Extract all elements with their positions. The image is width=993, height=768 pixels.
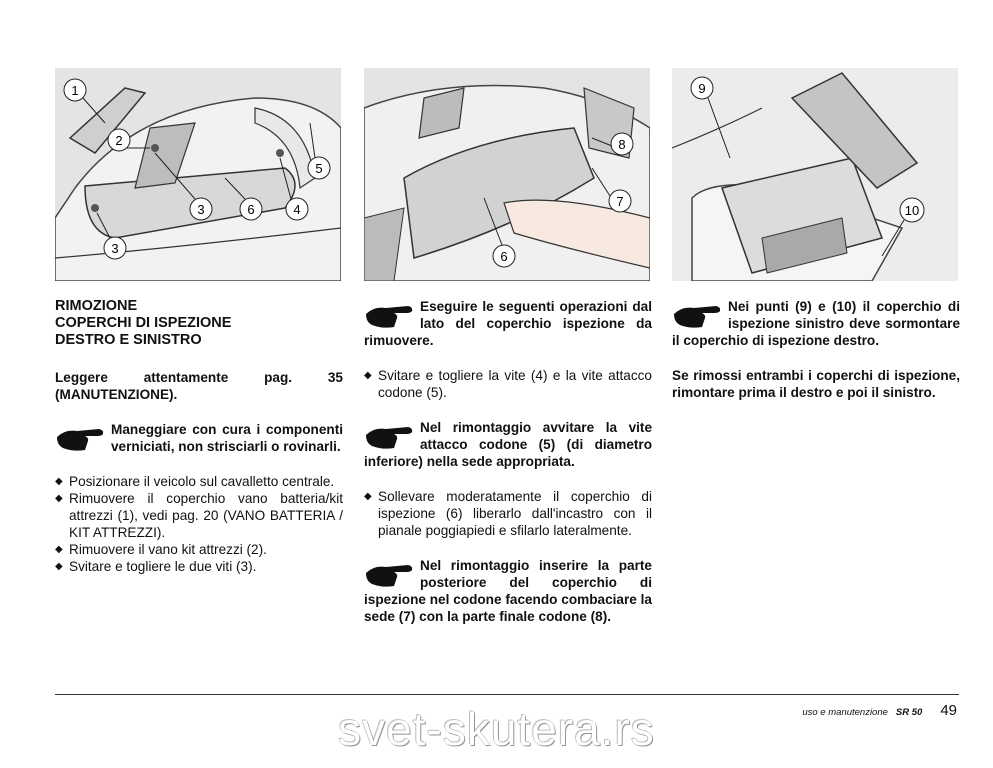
caution-text: Eseguire le seguenti operazioni dal lato del coperchio ispezione da rimuovere. (364, 299, 652, 348)
callout-1: 1 (71, 83, 79, 98)
pointing-hand-icon (364, 421, 414, 451)
caution-note (55, 421, 343, 455)
list-item: ◆ Sollevare moderatamente il coperchio di ispezione (6) liberarlo dall'incastro con il pianale poggiapiedi e sfilarlo lateralmente. (364, 488, 652, 539)
scooter-illustration-2 (364, 68, 650, 281)
steps-list-2 (364, 488, 652, 539)
caution-text: Nei punti (9) e (10) il coperchio di ispezione sinistro deve sormontare il coperchio di ispezione destro. (672, 299, 960, 348)
title-line-2: COPERCHI DI ISPEZIONE (55, 315, 232, 331)
page-number: 49 (940, 702, 957, 719)
figure-cover-overlap (672, 68, 958, 281)
callout-10: 10 (904, 203, 920, 218)
caution-text: Maneggiare con cura i componenti verniciati, non strisciarli o rovinarli. (111, 422, 343, 454)
pointing-hand-icon (55, 423, 105, 453)
caution-note (672, 298, 960, 349)
list-item: ◆ Rimuovere il vano kit attrezzi (2). (55, 541, 343, 558)
list-item: ◆ Posizionare il veicolo sul cavalletto centrale. (55, 473, 343, 490)
column-2 (364, 298, 652, 643)
scooter-illustration-1 (55, 68, 341, 281)
callout-8: 8 (618, 137, 626, 152)
caution-note-3 (364, 557, 652, 625)
pointing-hand-icon (364, 300, 414, 330)
caution-note-2 (364, 419, 652, 470)
callout-5: 5 (315, 161, 323, 176)
callout-7: 7 (616, 194, 624, 209)
model-name: SR 50 (895, 707, 923, 718)
callout-4: 4 (293, 202, 301, 217)
list-item: ◆ Rimuovere il coperchio vano batteria/kit attrezzi (1), vedi pag. 20 (VANO BATTERIA / KIT ATTREZZI). (55, 490, 343, 541)
section-title (55, 298, 343, 349)
manual-name: uso e manutenzione (802, 707, 888, 718)
watermark: svet-skutera.rs (338, 703, 655, 755)
callout-9: 9 (698, 81, 706, 96)
steps-list-1 (364, 367, 652, 401)
caution-text: Nel rimontaggio inserire la parte posteriore del coperchio di ispezione nel codone facendo combaciare la sede (7) con la parte finale codone (8). (364, 558, 652, 624)
list-item: ◆ Svitare e togliere le due viti (3). (55, 558, 343, 575)
scooter-illustration-3 (672, 68, 958, 281)
reassembly-paragraph: Se rimossi entrambi i coperchi di ispezione, rimontare prima il destro e poi il sinistro. (672, 368, 960, 400)
steps-list (55, 473, 343, 575)
pointing-hand-icon (672, 300, 722, 330)
callout-6: 6 (500, 249, 508, 264)
pointing-hand-icon (364, 559, 414, 589)
callout-6: 6 (247, 202, 255, 217)
title-line-3: DESTRO E SINISTRO (55, 332, 202, 348)
caution-note-1 (364, 298, 652, 349)
column-3 (672, 298, 960, 419)
title-line-1: RIMOZIONE (55, 298, 138, 314)
callout-3a: 3 (197, 202, 205, 217)
figure-cover-removal-1 (55, 68, 341, 281)
figure-cover-removal-2 (364, 68, 650, 281)
callout-2: 2 (115, 133, 123, 148)
caution-text: Nel rimontaggio avvitare la vite attacco codone (5) (di diametro inferiore) nella sede appropriata. (364, 420, 652, 469)
column-1 (55, 298, 343, 593)
intro-paragraph: Leggere attentamente pag. 35 (MANUTENZIONE). (55, 370, 343, 402)
list-item: ◆ Svitare e togliere la vite (4) e la vite attacco codone (5). (364, 367, 652, 401)
footer-divider (55, 694, 959, 695)
callout-3b: 3 (111, 241, 119, 256)
